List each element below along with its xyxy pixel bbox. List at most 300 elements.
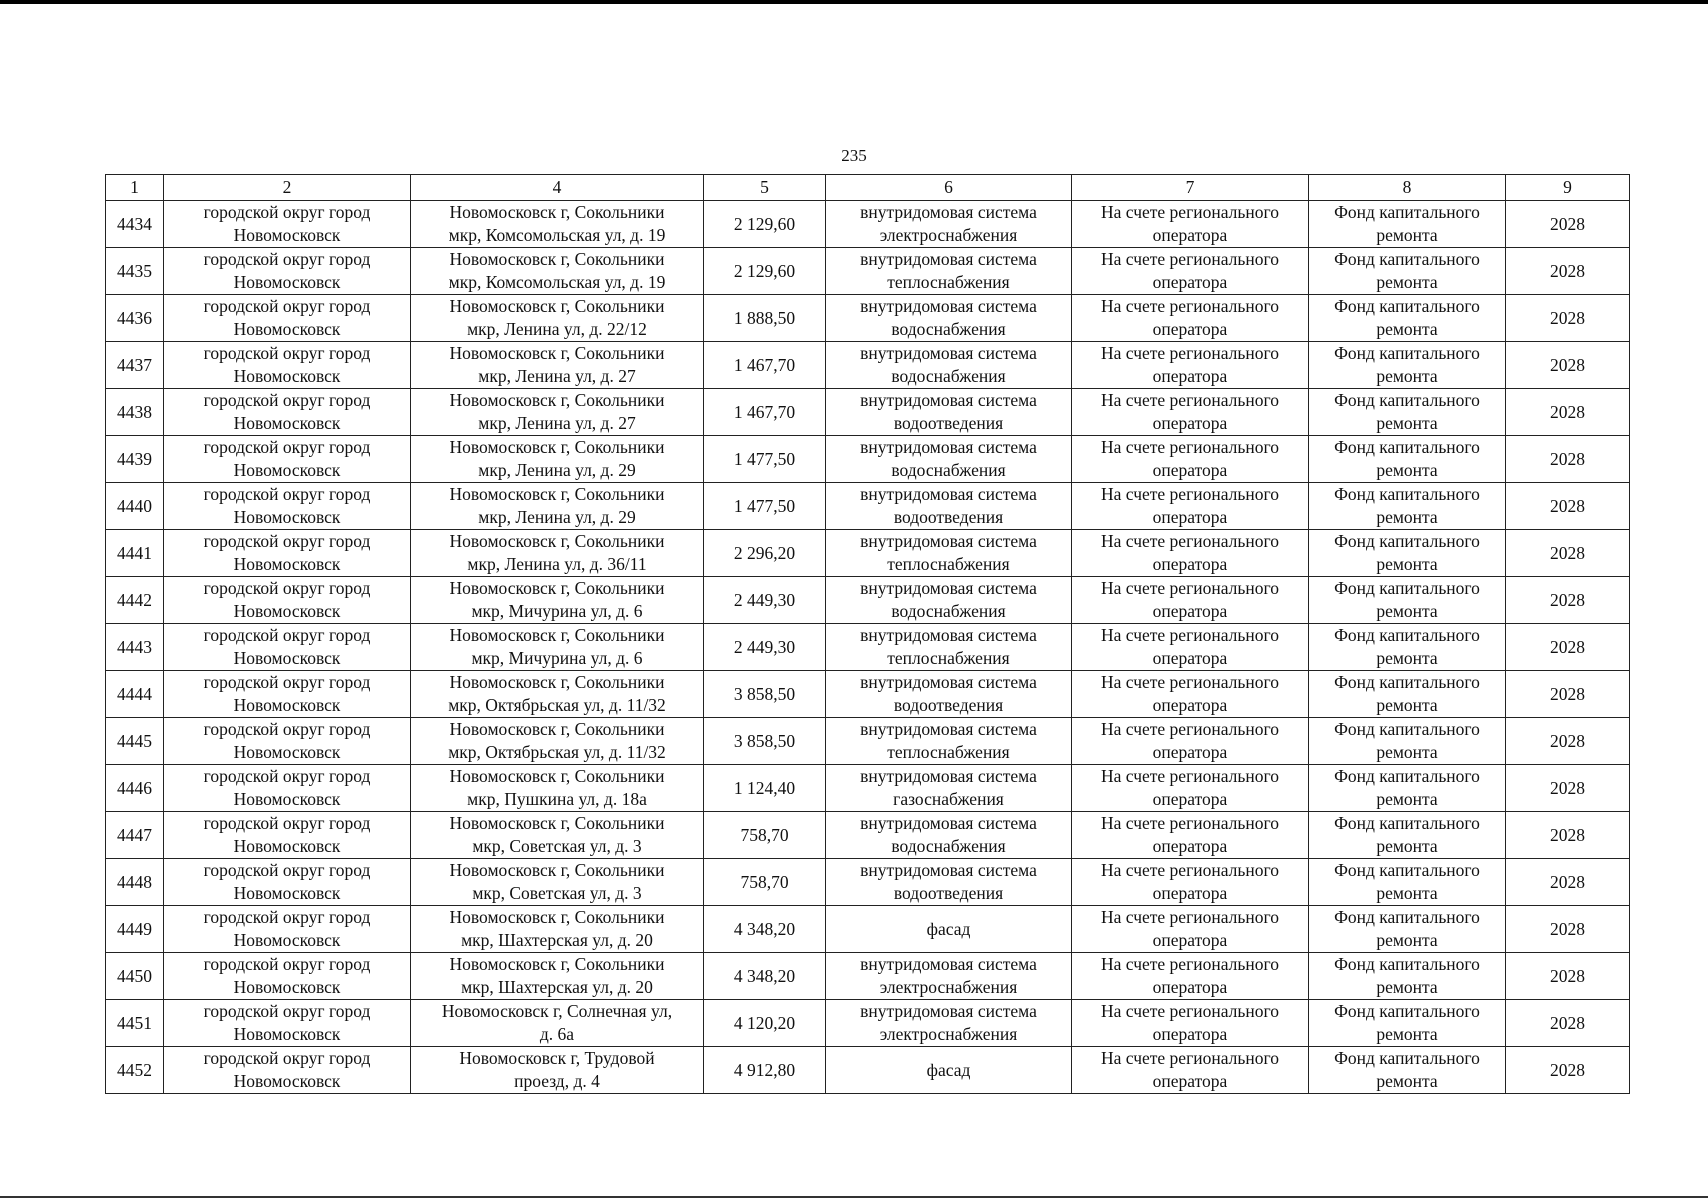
funding-source-cell-line: ремонта [1376,601,1438,621]
funding-source-cell [1309,530,1506,577]
cost-cell: 758,70 [704,812,826,859]
work-type-cell [826,389,1072,436]
row-number-cell: 4446 [106,765,164,812]
address-cell [411,1000,704,1047]
year-cell: 2028 [1506,953,1630,1000]
account-cell-line: оператора [1152,695,1228,715]
funding-source-cell-line: Фонд капитального [1334,672,1480,692]
municipality-cell-line: городской округ город [203,813,371,833]
address-cell-line: Новомосковск г, Солнечная ул, [441,1001,673,1021]
year-cell: 2028 [1506,342,1630,389]
work-type-cell-line: водоотведения [893,695,1004,715]
address-cell-line: мкр, Ленина ул, д. 29 [478,507,636,527]
municipality-cell [164,906,411,953]
address-cell-line: мкр, Советская ул, д. 3 [472,883,642,903]
row-number-cell: 4440 [106,483,164,530]
municipality-cell-line: Новомосковск [233,413,341,433]
municipality-cell-line: Новомосковск [233,507,341,527]
funding-source-cell-line: ремонта [1376,507,1438,527]
municipality-cell-line: Новомосковск [233,883,341,903]
cost-cell: 1 888,50 [704,295,826,342]
header-cell: 5 [704,175,826,201]
work-type-cell-line: фасад [926,918,971,939]
table-row [106,577,1630,624]
work-type-cell-line: внутридомовая система [860,719,1037,739]
funding-source-cell-line: ремонта [1376,977,1438,997]
year-cell: 2028 [1506,671,1630,718]
account-cell-line: оператора [1152,225,1228,245]
funding-source-cell-line: Фонд капитального [1334,578,1480,598]
row-number-cell: 4441 [106,530,164,577]
account-cell-line: На счете регионального [1101,907,1279,927]
row-number-cell: 4450 [106,953,164,1000]
funding-source-cell [1309,201,1506,248]
address-cell-line: Новомосковск г, Сокольники [449,766,665,786]
cost-cell: 2 296,20 [704,530,826,577]
account-cell-line: На счете регионального [1101,296,1279,316]
funding-source-cell-line: ремонта [1376,460,1438,480]
account-cell [1072,624,1309,671]
row-number-cell: 4451 [106,1000,164,1047]
funding-source-cell [1309,1000,1506,1047]
address-cell-line: Новомосковск г, Сокольники [449,625,665,645]
account-cell-line: На счете регионального [1101,625,1279,645]
table-row [106,812,1630,859]
address-cell-line: мкр, Октябрьская ул, д. 11/32 [448,742,666,762]
funding-source-cell-line: ремонта [1376,648,1438,668]
work-type-cell-line: фасад [926,1059,971,1080]
funding-source-cell [1309,624,1506,671]
funding-source-cell-line: Фонд капитального [1334,954,1480,974]
account-cell-line: оператора [1152,319,1228,339]
municipality-cell-line: Новомосковск [233,836,341,856]
funding-source-cell-line: Фонд капитального [1334,249,1480,269]
municipality-cell [164,295,411,342]
funding-source-cell-line: Фонд капитального [1334,484,1480,504]
header-cell: 2 [164,175,411,201]
cost-cell: 1 467,70 [704,342,826,389]
account-cell-line: На счете регионального [1101,954,1279,974]
row-number-cell: 4447 [106,812,164,859]
municipality-cell-line: Новомосковск [233,930,341,950]
work-type-cell-line: внутридомовая система [860,813,1037,833]
account-cell-line: оператора [1152,930,1228,950]
municipality-cell-line: городской округ город [203,202,371,222]
address-cell [411,389,704,436]
address-cell-line: Новомосковск г, Сокольники [449,531,665,551]
municipality-cell-line: городской округ город [203,625,371,645]
work-type-cell-line: внутридомовая система [860,860,1037,880]
work-type-cell-line: внутридомовая система [860,625,1037,645]
work-type-cell-line: внутридомовая система [860,484,1037,504]
account-cell-line: На счете регионального [1101,719,1279,739]
cost-cell: 1 477,50 [704,483,826,530]
address-cell-line: Новомосковск г, Сокольники [449,390,665,410]
table-row [106,530,1630,577]
address-cell-line: проезд, д. 4 [514,1071,600,1091]
account-cell-line: оператора [1152,601,1228,621]
work-type-cell [826,671,1072,718]
municipality-cell-line: Новомосковск [233,648,341,668]
work-type-cell [826,624,1072,671]
municipality-cell [164,1047,411,1094]
address-cell [411,248,704,295]
table-row [106,906,1630,953]
table-row [106,718,1630,765]
work-type-cell [826,953,1072,1000]
work-type-cell-line: внутридомовая система [860,766,1037,786]
account-cell-line: оператора [1152,1071,1228,1091]
funding-source-cell-line: Фонд капитального [1334,437,1480,457]
account-cell [1072,389,1309,436]
work-type-cell-line: теплоснабжения [887,272,1010,292]
address-cell-line: мкр, Октябрьская ул, д. 11/32 [448,695,666,715]
work-type-cell [826,859,1072,906]
row-number-cell: 4443 [106,624,164,671]
cost-cell: 4 348,20 [704,953,826,1000]
funding-source-cell-line: Фонд капитального [1334,625,1480,645]
funding-source-cell [1309,577,1506,624]
municipality-cell-line: Новомосковск [233,554,341,574]
municipality-cell [164,953,411,1000]
year-cell: 2028 [1506,906,1630,953]
funding-source-cell-line: Фонд капитального [1334,531,1480,551]
municipality-cell-line: городской округ город [203,860,371,880]
account-cell [1072,577,1309,624]
municipality-cell-line: городской округ город [203,343,371,363]
year-cell: 2028 [1506,248,1630,295]
account-cell [1072,906,1309,953]
table-row [106,624,1630,671]
address-cell-line: Новомосковск г, Сокольники [449,813,665,833]
municipality-cell-line: городской округ город [203,390,371,410]
municipality-cell [164,812,411,859]
funding-source-cell-line: Фонд капитального [1334,860,1480,880]
table-row [106,483,1630,530]
municipality-cell-line: Новомосковск [233,460,341,480]
header-row [106,175,1630,201]
account-cell-line: На счете регионального [1101,531,1279,551]
municipality-cell-line: Новомосковск [233,977,341,997]
funding-source-cell-line: Фонд капитального [1334,766,1480,786]
address-cell-line: мкр, Ленина ул, д. 36/11 [467,554,647,574]
scan-border-bottom [0,1196,1708,1198]
account-cell-line: оператора [1152,883,1228,903]
year-cell: 2028 [1506,389,1630,436]
work-type-cell [826,436,1072,483]
account-cell [1072,953,1309,1000]
table-row [106,295,1630,342]
row-number-cell: 4438 [106,389,164,436]
account-cell [1072,859,1309,906]
funding-source-cell-line: Фонд капитального [1334,907,1480,927]
municipality-cell-line: Новомосковск [233,1071,341,1091]
funding-source-cell-line: ремонта [1376,319,1438,339]
address-cell [411,201,704,248]
municipality-cell-line: Новомосковск [233,319,341,339]
work-type-cell-line: теплоснабжения [887,554,1010,574]
account-cell-line: оператора [1152,836,1228,856]
cost-cell: 2 449,30 [704,624,826,671]
address-cell-line: мкр, Советская ул, д. 3 [472,836,642,856]
row-number-cell: 4442 [106,577,164,624]
work-type-cell [826,577,1072,624]
work-type-cell [826,765,1072,812]
address-cell-line: мкр, Ленина ул, д. 27 [478,413,636,433]
year-cell: 2028 [1506,624,1630,671]
work-type-cell-line: электроснабжения [879,1024,1018,1044]
address-cell [411,906,704,953]
funding-source-cell [1309,812,1506,859]
address-cell-line: Новомосковск г, Сокольники [449,437,665,457]
address-cell [411,436,704,483]
funding-source-cell-line: Фонд капитального [1334,296,1480,316]
cost-cell: 1 467,70 [704,389,826,436]
address-cell-line: Новомосковск г, Трудовой [459,1048,655,1068]
municipality-cell [164,577,411,624]
funding-source-cell-line: Фонд капитального [1334,1048,1480,1068]
account-cell [1072,718,1309,765]
work-type-cell-line: внутридомовая система [860,390,1037,410]
work-type-cell [826,483,1072,530]
account-cell-line: На счете регионального [1101,1001,1279,1021]
work-type-cell-line: водоснабжения [891,836,1006,856]
cost-cell: 4 912,80 [704,1047,826,1094]
municipality-cell [164,1000,411,1047]
funding-source-cell-line: ремонта [1376,930,1438,950]
account-cell-line: оператора [1152,460,1228,480]
address-cell [411,812,704,859]
account-cell-line: На счете регионального [1101,766,1279,786]
funding-source-cell-line: Фонд капитального [1334,1001,1480,1021]
address-cell [411,342,704,389]
table-row [106,201,1630,248]
work-type-cell-line: водоснабжения [891,319,1006,339]
work-type-cell [826,906,1072,953]
account-cell-line: оператора [1152,742,1228,762]
work-type-cell-line: водоотведения [893,507,1004,527]
municipality-cell [164,248,411,295]
funding-source-cell-line: Фонд капитального [1334,390,1480,410]
table-row [106,248,1630,295]
funding-source-cell [1309,765,1506,812]
account-cell [1072,248,1309,295]
address-cell [411,953,704,1000]
municipality-cell-line: городской округ город [203,672,371,692]
work-type-cell-line: внутридомовая система [860,954,1037,974]
funding-source-cell [1309,953,1506,1000]
work-type-cell [826,530,1072,577]
work-type-cell-line: внутридомовая система [860,296,1037,316]
cost-cell: 758,70 [704,859,826,906]
municipality-cell [164,389,411,436]
address-cell-line: Новомосковск г, Сокольники [449,249,665,269]
account-cell [1072,483,1309,530]
work-type-cell [826,1000,1072,1047]
address-cell [411,1047,704,1094]
address-cell-line: Новомосковск г, Сокольники [449,296,665,316]
municipality-cell [164,718,411,765]
municipality-cell-line: городской округ город [203,719,371,739]
cost-cell: 2 129,60 [704,248,826,295]
funding-source-cell-line: ремонта [1376,883,1438,903]
table-row [106,765,1630,812]
funding-source-cell-line: ремонта [1376,225,1438,245]
year-cell: 2028 [1506,1000,1630,1047]
header-cell: 7 [1072,175,1309,201]
account-cell [1072,201,1309,248]
work-type-cell-line: водоснабжения [891,366,1006,386]
account-cell-line: На счете регионального [1101,202,1279,222]
municipality-cell-line: городской округ город [203,954,371,974]
work-type-cell-line: внутридомовая система [860,672,1037,692]
cost-cell: 3 858,50 [704,718,826,765]
account-cell-line: На счете регионального [1101,343,1279,363]
account-cell-line: оператора [1152,507,1228,527]
header-cell: 9 [1506,175,1630,201]
funding-source-cell-line: ремонта [1376,836,1438,856]
row-number-cell: 4445 [106,718,164,765]
municipality-cell-line: Новомосковск [233,789,341,809]
year-cell: 2028 [1506,1047,1630,1094]
address-cell-line: мкр, Мичурина ул, д. 6 [471,601,643,621]
address-cell [411,483,704,530]
funding-source-cell [1309,342,1506,389]
cost-cell: 2 449,30 [704,577,826,624]
cost-cell: 1 124,40 [704,765,826,812]
table-row [106,436,1630,483]
year-cell: 2028 [1506,718,1630,765]
year-cell: 2028 [1506,483,1630,530]
municipality-cell [164,859,411,906]
address-cell [411,530,704,577]
municipality-cell [164,342,411,389]
account-cell-line: На счете регионального [1101,484,1279,504]
table-row [106,342,1630,389]
funding-source-cell-line: Фонд капитального [1334,202,1480,222]
funding-source-cell-line: ремонта [1376,272,1438,292]
funding-source-cell-line: Фонд капитального [1334,719,1480,739]
work-type-cell [826,718,1072,765]
work-type-cell-line: внутридомовая система [860,202,1037,222]
funding-source-cell [1309,389,1506,436]
work-type-cell-line: внутридомовая система [860,578,1037,598]
account-cell-line: оператора [1152,789,1228,809]
account-cell-line: оператора [1152,977,1228,997]
funding-source-cell [1309,436,1506,483]
work-type-cell [826,1047,1072,1094]
funding-source-cell-line: ремонта [1376,366,1438,386]
work-type-cell-line: водоотведения [893,413,1004,433]
municipality-cell-line: городской округ город [203,1048,371,1068]
table-row [106,671,1630,718]
address-cell [411,765,704,812]
work-type-cell-line: внутридомовая система [860,1001,1037,1021]
municipality-cell [164,530,411,577]
work-type-cell [826,342,1072,389]
account-cell-line: На счете регионального [1101,249,1279,269]
row-number-cell: 4452 [106,1047,164,1094]
address-cell-line: мкр, Ленина ул, д. 29 [478,460,636,480]
account-cell [1072,530,1309,577]
account-cell-line: оператора [1152,554,1228,574]
account-cell-line: оператора [1152,366,1228,386]
municipality-cell-line: городской округ город [203,1001,371,1021]
address-cell-line: Новомосковск г, Сокольники [449,343,665,363]
account-cell-line: оператора [1152,1024,1228,1044]
municipality-cell-line: городской округ город [203,437,371,457]
account-cell-line: На счете регионального [1101,1048,1279,1068]
municipality-cell-line: Новомосковск [233,225,341,245]
table-row [106,953,1630,1000]
year-cell: 2028 [1506,577,1630,624]
table-row [106,1047,1630,1094]
table-row [106,1000,1630,1047]
funding-source-cell [1309,1047,1506,1094]
work-type-cell-line: внутридомовая система [860,437,1037,457]
funding-source-cell-line: Фонд капитального [1334,813,1480,833]
funding-source-cell-line: Фонд капитального [1334,343,1480,363]
table-body [106,175,1630,1094]
row-number-cell: 4437 [106,342,164,389]
address-cell-line: Новомосковск г, Сокольники [449,578,665,598]
year-cell: 2028 [1506,201,1630,248]
account-cell-line: На счете регионального [1101,860,1279,880]
address-cell-line: мкр, Мичурина ул, д. 6 [471,648,643,668]
address-cell-line: Новомосковск г, Сокольники [449,907,665,927]
address-cell-line: Новомосковск г, Сокольники [449,672,665,692]
address-cell-line: мкр, Комсомольская ул, д. 19 [448,272,666,292]
address-cell [411,718,704,765]
funding-source-cell-line: ремонта [1376,789,1438,809]
address-cell-line: д. 6а [539,1024,575,1044]
account-cell [1072,342,1309,389]
account-cell-line: оператора [1152,413,1228,433]
municipality-cell-line: городской округ город [203,578,371,598]
account-cell [1072,436,1309,483]
address-cell-line: мкр, Шахтерская ул, д. 20 [461,977,653,997]
row-number-cell: 4434 [106,201,164,248]
address-cell [411,295,704,342]
cost-cell: 4 348,20 [704,906,826,953]
municipality-cell [164,624,411,671]
account-cell-line: На счете регионального [1101,390,1279,410]
account-cell [1072,765,1309,812]
funding-source-cell-line: ремонта [1376,1024,1438,1044]
address-cell-line: Новомосковск г, Сокольники [449,719,665,739]
municipality-cell-line: городской округ город [203,249,371,269]
header-cell: 8 [1309,175,1506,201]
address-cell-line: Новомосковск г, Сокольники [449,484,665,504]
municipality-cell-line: городской округ город [203,296,371,316]
funding-source-cell-line: ремонта [1376,742,1438,762]
address-cell-line: мкр, Пушкина ул, д. 18а [467,789,647,809]
header-cell: 1 [106,175,164,201]
funding-source-cell [1309,295,1506,342]
funding-source-cell-line: ремонта [1376,1071,1438,1091]
municipality-cell-line: Новомосковск [233,742,341,762]
account-cell [1072,1047,1309,1094]
account-cell [1072,1000,1309,1047]
municipality-cell-line: Новомосковск [233,1024,341,1044]
repair-schedule-table [105,174,1630,1094]
work-type-cell-line: газоснабжения [893,789,1004,809]
work-type-cell [826,812,1072,859]
year-cell: 2028 [1506,530,1630,577]
header-cell: 6 [826,175,1072,201]
municipality-cell [164,765,411,812]
year-cell: 2028 [1506,436,1630,483]
